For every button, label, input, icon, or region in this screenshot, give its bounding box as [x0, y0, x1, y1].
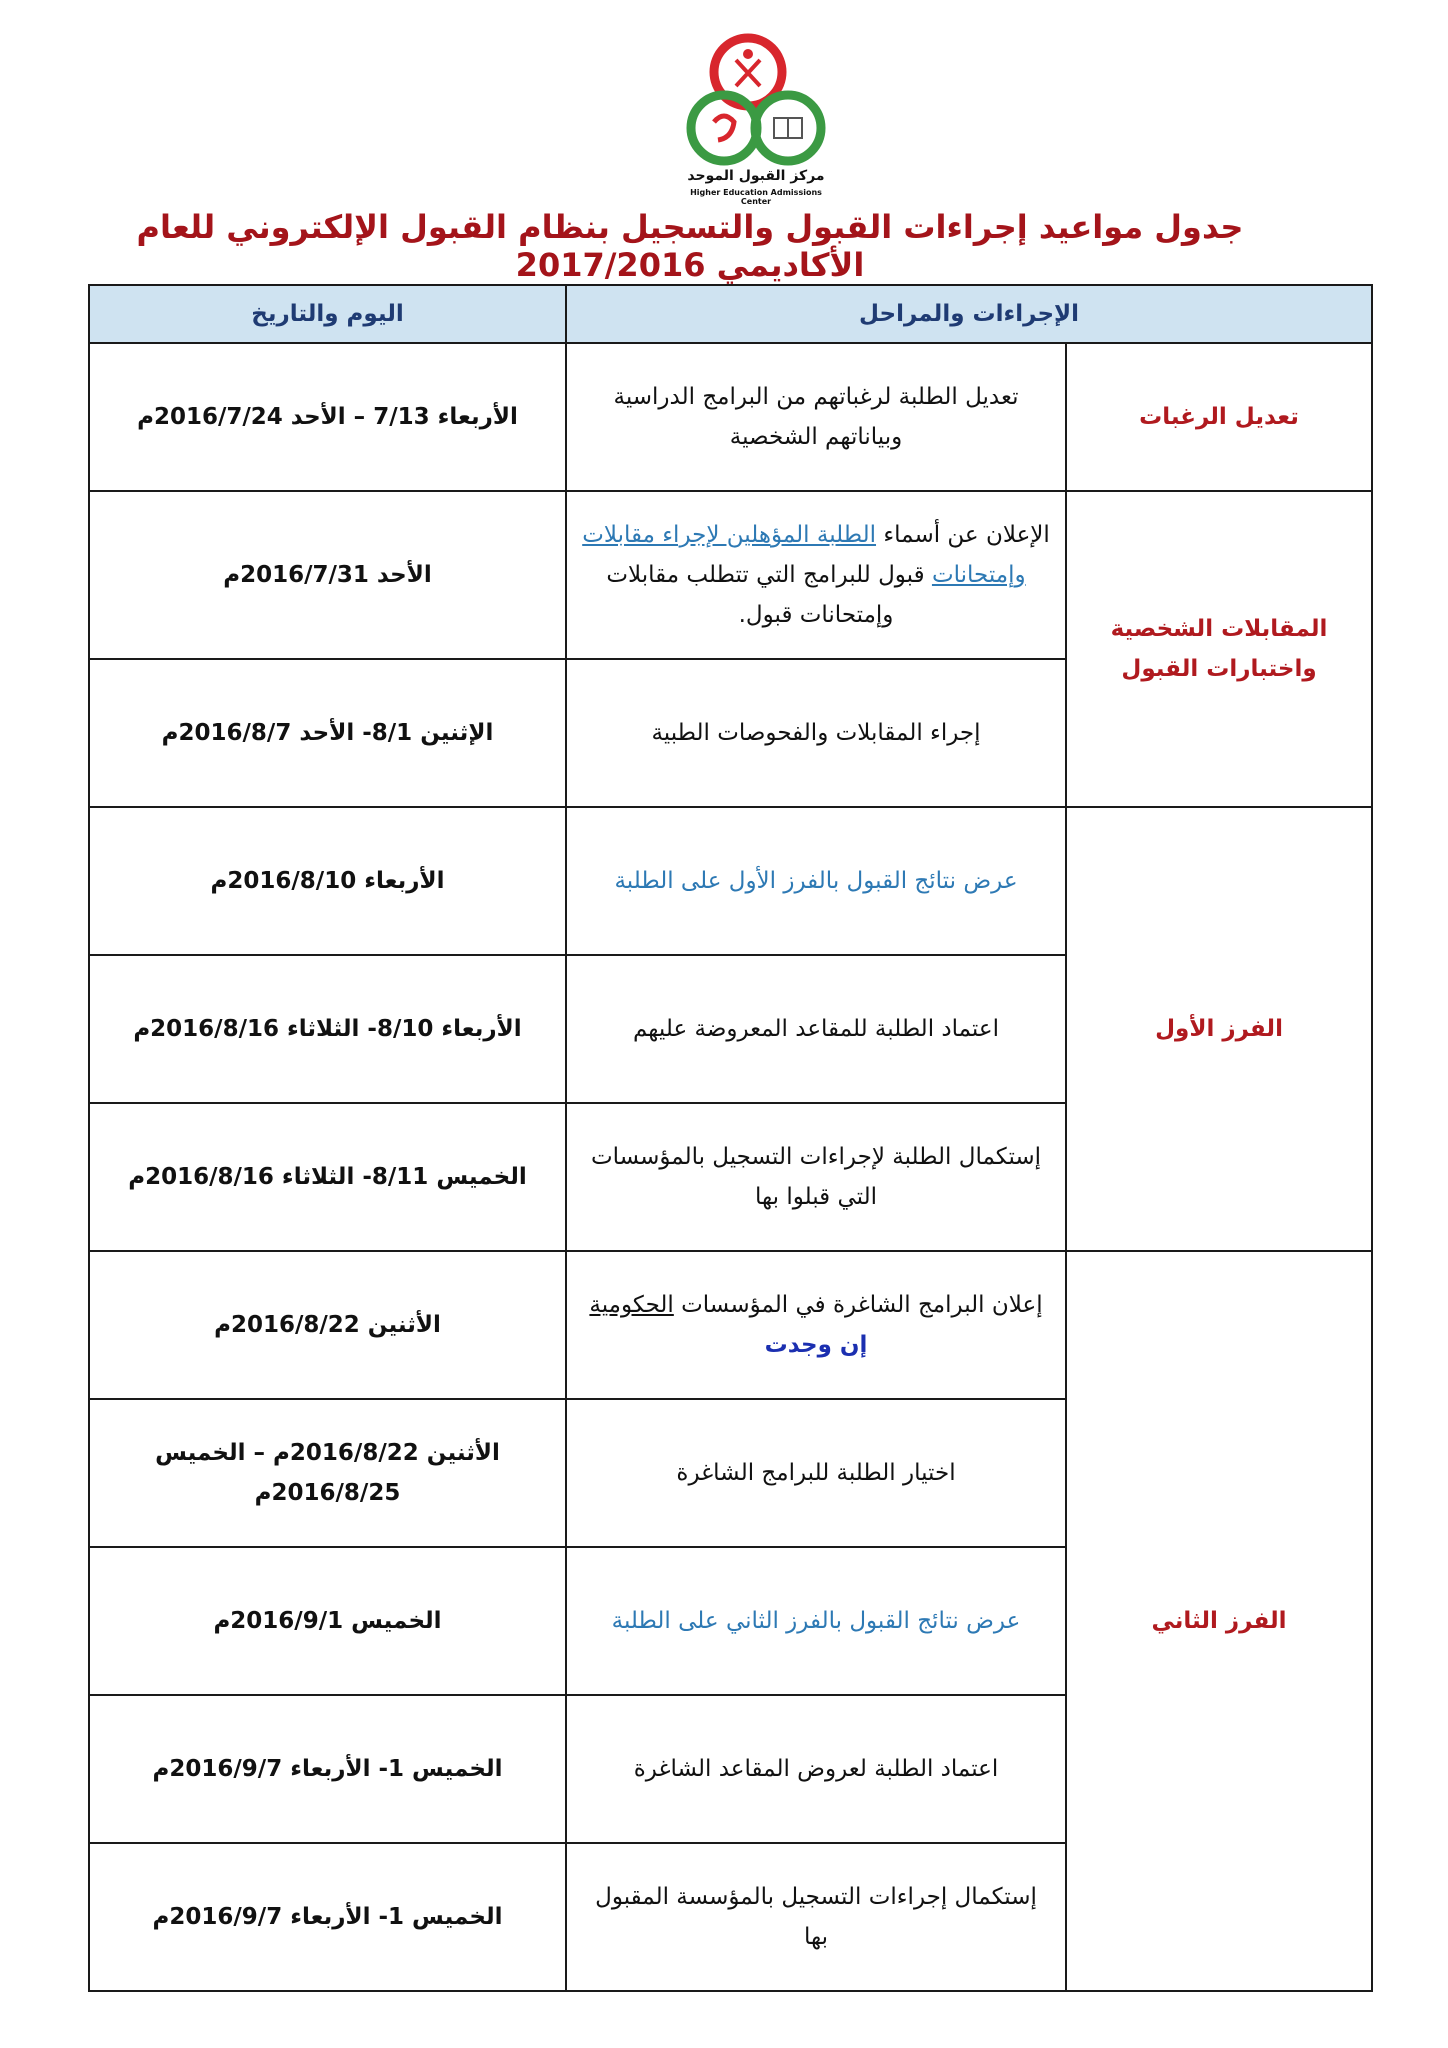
procedure-text: قبول للبرامج التي تتطلب مقابلات وإمتحانات قبول. [606, 561, 932, 629]
table-header-row [89, 285, 1372, 343]
date-cell: الأربعاء 2016/8/10م [89, 807, 566, 955]
procedure-cell: تعديل الطلبة لرغباتهم من البرامج الدراسية وبياناتهم الشخصية [566, 343, 1066, 491]
procedure-cell: اعتماد الطلبة لعروض المقاعد الشاغرة [566, 1695, 1066, 1843]
procedure-cell: اختيار الطلبة للبرامج الشاغرة [566, 1399, 1066, 1547]
stage-cell: الفرز الأول [1066, 807, 1372, 1251]
procedure-cell: إستكمال الطلبة لإجراءات التسجيل بالمؤسسات التي قبلوا بها [566, 1103, 1066, 1251]
org-name-en: Higher Education Admissions Center [690, 188, 822, 206]
table-row [89, 343, 1372, 491]
stage-line: المقابلات الشخصية [1110, 615, 1328, 642]
stage-cell [1066, 491, 1372, 807]
table-row [89, 807, 1372, 955]
page-title: جدول مواعيد إجراءات القبول والتسجيل بنظام القبول الإلكتروني للعام الأكاديمي 2017/2016 [136, 208, 1244, 284]
procedure-cell: إستكمال إجراءات التسجيل بالمؤسسة المقبول بها [566, 1843, 1066, 1991]
col-date-header: اليوم والتاريخ [89, 285, 566, 343]
stage-line: واختبارات القبول [1121, 656, 1317, 682]
procedure-cell: إجراء المقابلات والفحوصات الطبية [566, 659, 1066, 807]
procedure-text: إعلان البرامج الشاغرة في المؤسسات [673, 1291, 1043, 1318]
stage-cell: الفرز الثاني [1066, 1251, 1372, 1991]
date-cell: الخميس 1- الأربعاء 2016/9/7م [89, 1695, 566, 1843]
table-row [89, 491, 1372, 659]
date-cell: الأربعاء 7/13 – الأحد 2016/7/24م [89, 343, 566, 491]
date-cell: الخميس 2016/9/1م [89, 1547, 566, 1695]
date-cell: الخميس 1- الأربعاء 2016/9/7م [89, 1843, 566, 1991]
eligible-students-link[interactable]: الطلبة المؤهلين لإجراء مقابلات وإمتحانات [582, 521, 1026, 588]
table-row [89, 1251, 1372, 1399]
date-cell: الأثنين 2016/8/22م – الخميس 2016/8/25م [89, 1399, 566, 1547]
procedure-cell: عرض نتائج القبول بالفرز الأول على الطلبة [566, 807, 1066, 955]
date-cell: الإثنين 8/1- الأحد 2016/8/7م [89, 659, 566, 807]
date-cell: الأحد 2016/7/31م [89, 491, 566, 659]
date-cell: الأربعاء 8/10- الثلاثاء 2016/8/16م [89, 955, 566, 1103]
procedure-note: إن وجدت [764, 1332, 868, 1358]
procedure-cell: عرض نتائج القبول بالفرز الثاني على الطلبة [566, 1547, 1066, 1695]
procedure-text: الإعلان عن أسماء [876, 521, 1050, 548]
schedule-table [88, 284, 1373, 1992]
procedure-cell: اعتماد الطلبة للمقاعد المعروضة عليهم [566, 955, 1066, 1103]
date-cell: الأثنين 2016/8/22م [89, 1251, 566, 1399]
government-underline: الحكومية [589, 1291, 674, 1318]
org-logo-icon [674, 30, 838, 170]
stage-cell: تعديل الرغبات [1066, 343, 1372, 491]
org-logo [674, 30, 838, 206]
procedure-cell [566, 1251, 1066, 1399]
date-cell: الخميس 8/11- الثلاثاء 2016/8/16م [89, 1103, 566, 1251]
procedure-cell [566, 491, 1066, 659]
col-procedures-header: الإجراءات والمراحل [566, 285, 1372, 343]
org-name-ar: مركز القبول الموحد [687, 168, 825, 184]
